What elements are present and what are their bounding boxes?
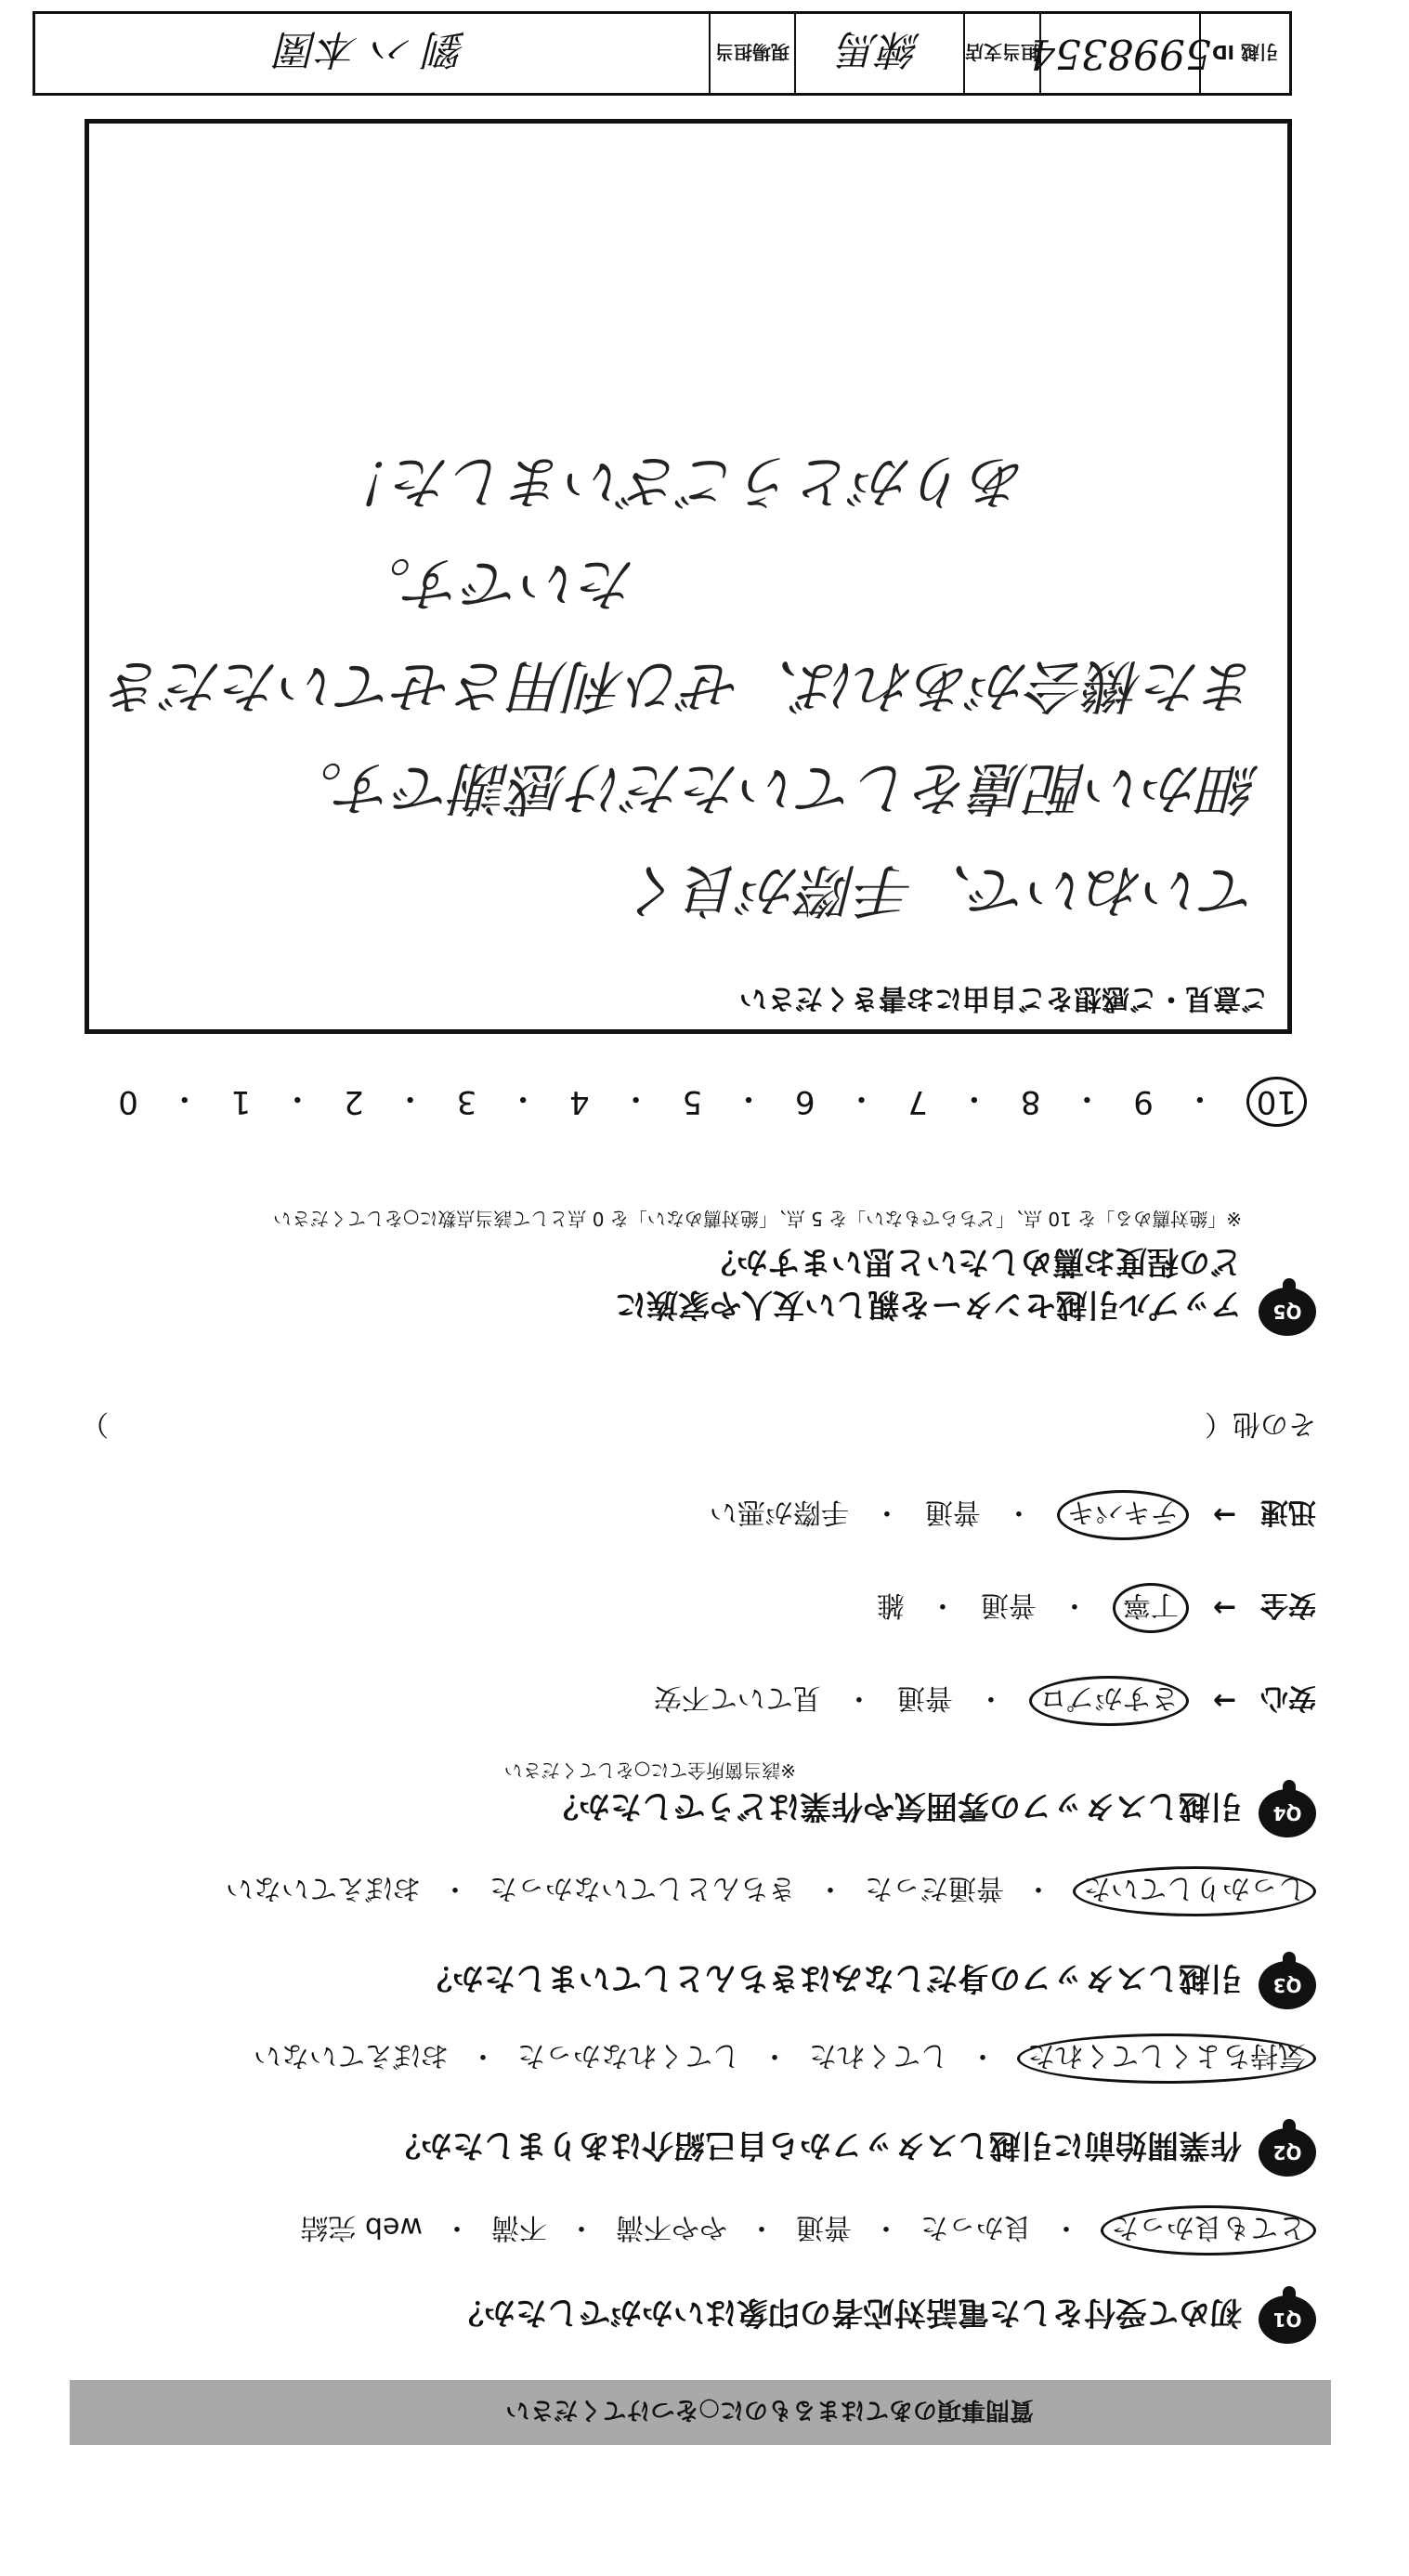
q2-badge: Q2 — [1259, 2128, 1316, 2177]
q4-row-2-label: 安全 — [1260, 1589, 1316, 1621]
q4-row-3-option-3[interactable]: 手際が悪い — [709, 1496, 849, 1528]
question-q1 — [34, 2211, 1316, 2344]
q5-score-3[interactable]: 3 — [456, 1083, 477, 1120]
q4-row-3-label: 迅速 — [1260, 1496, 1316, 1528]
q4-other-label: その他（ — [1205, 1407, 1316, 1440]
q4-row-anshin: 安心 → さすがプロ ・ 普通 ・ 見ていて不安 — [654, 1676, 1316, 1726]
q3-option-4[interactable]: おぼえていない — [226, 1872, 421, 1904]
branch-value: 練馬 — [794, 14, 963, 93]
q2-options: 気持ちよくしてくれた ・ してくれた ・ してくれなかった ・ おぼえていない — [254, 2033, 1316, 2084]
q1-option-4[interactable]: やや不満 — [616, 2211, 727, 2243]
q4-row-2-option-2[interactable]: 普通 — [980, 1589, 1037, 1621]
q3-option-3[interactable]: きちんとしていなかった — [489, 1872, 796, 1904]
q1-option-5[interactable]: 不満 — [491, 2211, 547, 2243]
q2-text: 作業開始前に引越しスタッフから自己紹介はありましたか？ — [389, 2126, 1242, 2164]
q5-score-5[interactable]: 5 — [682, 1083, 703, 1120]
q5-text: アップル引越センターを親しい友人や家族に — [615, 1286, 1242, 1323]
q3-options: しっかりしていた ・ 普通だった ・ きちんとしていなかった ・ おぼえていない — [226, 1866, 1316, 1916]
comment-line-2: 細かい配慮をしていただけ感謝です。 — [284, 754, 1259, 822]
q4-row-3-option-2[interactable]: 普通 — [924, 1496, 981, 1528]
q3-option-1[interactable]: しっかりしていた — [1073, 1866, 1316, 1916]
q4-badge: Q4 — [1259, 1789, 1316, 1837]
q5-text-2: どの程度お薦めしたいと思いますか？ — [705, 1243, 1242, 1280]
q2-option-4[interactable]: おぼえていない — [254, 2039, 449, 2072]
q3-badge: Q3 — [1259, 1961, 1316, 2009]
q4-row-1-option-2[interactable]: 普通 — [896, 1681, 953, 1714]
q3-option-2[interactable]: 普通だった — [865, 1872, 1004, 1904]
q4-row-anzen: 安全 → 丁寧 ・ 普通 ・ 雑 — [877, 1583, 1316, 1633]
question-q3 — [34, 1872, 1316, 2009]
q4-row-2-option-1[interactable]: 丁寧 — [1113, 1583, 1189, 1633]
q4-row-2-option-3[interactable]: 雑 — [876, 1589, 905, 1621]
arrow-icon: → — [1212, 1498, 1236, 1532]
comment-box[interactable] — [85, 119, 1292, 1034]
q4-row-1-label: 安心 — [1260, 1681, 1316, 1714]
q1-option-3[interactable]: 普通 — [796, 2211, 852, 2243]
q4-text: 引越しスタッフの雰囲気や作業はどうでしたか？ — [547, 1787, 1242, 1824]
q1-option-2[interactable]: 良かった — [920, 2211, 1032, 2243]
comment-line-1: ていねいで、手際が良く — [627, 856, 1259, 924]
question-q4 — [34, 1317, 1316, 1837]
q4-note: ※該当箇所全てに○をしてください — [503, 1759, 796, 1782]
q4-other-close: ） — [81, 1407, 109, 1440]
q5-score-1[interactable]: 1 — [230, 1083, 252, 1120]
q5-score-2[interactable]: 2 — [344, 1083, 364, 1120]
header-box — [33, 11, 1292, 96]
q5-score-8[interactable]: 8 — [1020, 1083, 1041, 1120]
q4-other-row — [81, 1406, 1316, 1447]
arrow-icon: → — [1212, 1684, 1236, 1718]
comment-line-3: また機会があれば、ぜひ利用させていただき — [107, 652, 1259, 720]
q4-row-1-option-1[interactable]: さすがプロ — [1029, 1676, 1189, 1726]
q5-score-7[interactable]: 7 — [907, 1083, 929, 1120]
name-value: 劉 ハ 本園 — [277, 25, 467, 73]
question-q2 — [34, 2039, 1316, 2177]
id-value: 5998354 — [1039, 14, 1199, 93]
person-label: 現場担当 — [709, 14, 794, 93]
q5-badge: Q5 — [1259, 1288, 1316, 1336]
q5-note: ※「絶対薦める」を 10 点、「どちらでもない」を 5 点、「絶対薦めない」を 0 点として該当点数に○をしてください — [272, 1208, 1242, 1230]
id-label: 引越 ID — [1199, 14, 1289, 93]
q5-scale: 10 ・ 9 ・ 8 ・ 7 ・ 6 ・ 5 ・ 4 ・ 3 ・ 2 ・ 1 ・ 0 — [118, 1077, 1307, 1127]
arrow-icon: → — [1212, 1591, 1236, 1625]
comment-title: ご意見・ご感想をご自由にお書きください — [739, 982, 1269, 1014]
question-q5 — [34, 1150, 1316, 1336]
q5-score-6[interactable]: 6 — [794, 1083, 815, 1120]
q2-option-1[interactable]: 気持ちよくしてくれた — [1017, 2033, 1316, 2084]
q1-option-6[interactable]: web 完結 — [300, 2211, 423, 2243]
instruction-bar — [70, 2380, 1331, 2445]
q1-text: 初めて受付をした電話対応者の印象はいかがでしたか？ — [452, 2294, 1242, 2331]
q4-row-jinsoku: 迅速 → テキパキ ・ 普通 ・ 手際が悪い — [710, 1490, 1316, 1540]
q4-row-3-option-1[interactable]: テキパキ — [1057, 1490, 1189, 1540]
q1-option-1[interactable]: とても良かった — [1101, 2205, 1316, 2256]
q4-row-1-option-3[interactable]: 見ていて不安 — [653, 1681, 821, 1714]
q5-score-4[interactable]: 4 — [569, 1083, 590, 1120]
q2-option-2[interactable]: してくれた — [809, 2039, 948, 2072]
q2-option-3[interactable]: してくれなかった — [517, 2039, 740, 2072]
branch-label: 担当支店 — [963, 14, 1039, 93]
q5-score-0[interactable]: 0 — [118, 1083, 138, 1120]
q3-text: 引越しスタッフの身だしなみはきちんとしていましたか？ — [421, 1959, 1242, 1996]
comment-line-4: たいです。 — [353, 550, 637, 618]
q1-options: とても良かった ・ 良かった ・ 普通 ・ やや不満 ・ 不満 ・ web 完結 — [300, 2205, 1316, 2256]
q5-score-10[interactable]: 10 — [1246, 1077, 1307, 1127]
q5-score-9[interactable]: 9 — [1133, 1083, 1154, 1120]
q1-badge: Q1 — [1259, 2295, 1316, 2344]
comment-line-5: ありがとうございました！ — [335, 448, 1027, 516]
instruction-text: 質問事項のあてはまるものに○をつけてください — [505, 2396, 1034, 2425]
